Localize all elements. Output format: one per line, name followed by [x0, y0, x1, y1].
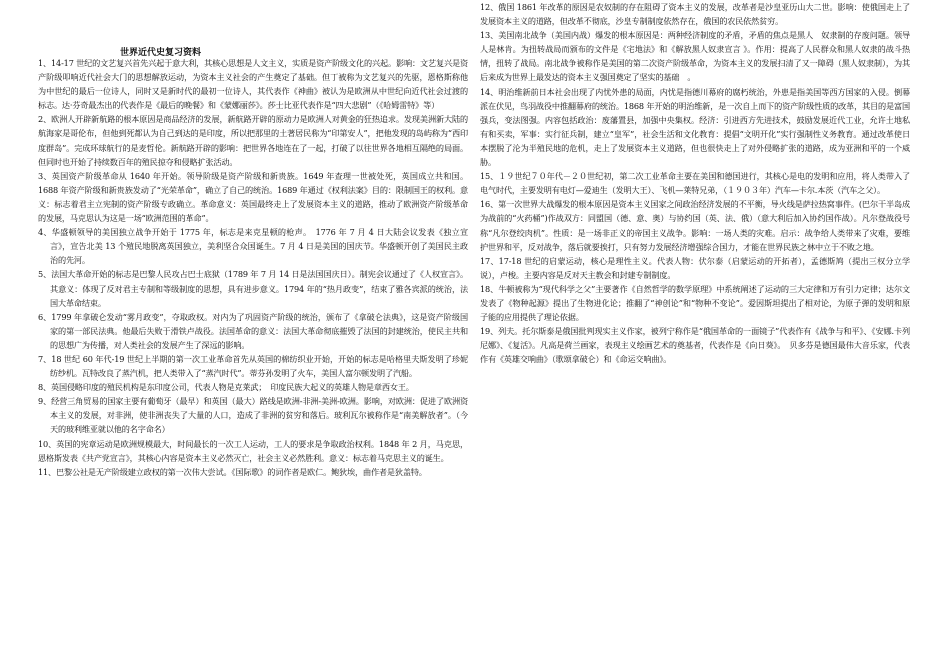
right-column [480, 0, 910, 366]
paragraph-5: 5、法国大革命开始的标志是巴黎人民攻占巴士底狱（1789 年 7 月 14 日是法国国庆日）。制宪会议通过了《人权宣言》。其意义：体现了反对君主专制和等级制度的思想，具有进步意义。1794 年的“热月政变”，结束了雅各宾派的统治，法国大革命结束。 [38, 269, 468, 308]
document-title: 世界近代史复习资料 [120, 48, 202, 58]
paragraph-14: 14、明治维新前日本社会出现了内忧外患的局面，内忧是指德川幕府的腐朽统治，外患是指美国等西方国家的入侵。倒幕派在伏见，鸟羽战役中推翻幕府的统治。1868 年开始的明治维新，是一次自上而下的资产阶级性质的改革，其目的是富国强兵，变法图强。内容包括政治：废藩置县，加强中央集权。经济：引进西方先进技术，鼓励发展近代工业，允许土地私有和买卖，军事：实行征兵制，建立“皇军”，社会生活和文化教育：提倡“文明开化”实行强制性义务教育。通过改革使日本摆脱了沦为半殖民地的危机，走上了发展资本主义道路，但也很快走上了对外侵略扩张的道路，成为亚洲和平的一个威胁。 [480, 86, 910, 168]
paragraph-18: 18、牛顿被称为“现代科学之父”主要著作《自然哲学的数学原理》中系统阐述了运动的三大定律和万有引力定律；达尔文发表了《物种起源》提出了生物进化论；推翻了“神创论”和“物种不变论”。爱因斯坦提出了相对论，为原子弹的发明和原子能的应用提供了理论依据。 [480, 283, 910, 323]
paragraph-4: 4、华盛顿领导的美国独立战争开始于 1775 年，标志是来克星顿的枪声。 1776 年 7 月 4 日大陆会议发表《独立宣言》，宣告北美 13 个殖民地脱离英国独立，美利坚合众国诞生。7 月 4 日是美国的国庆节。华盛顿开创了美国民主政治的先河。 [38, 227, 468, 266]
paragraph-17: 17、17-18 世纪的启蒙运动，核心是理性主义。代表人物：伏尔泰（启蒙运动的开拓者），孟德斯鸠（提出三权分立学说），卢梭。主要内容是反对天主教会和封建专制制度。 [480, 255, 910, 280]
paragraph-3: 3、英国资产阶级革命从 1640 年开始。领导阶级是资产阶级和新贵族。1649 年查理一世被处死，英国成立共和国。1688 年资产阶级和新贵族发动了“光荣革命”，确立了自己的统治。1689 年通过《权利法案》目的：限制国王的权利。意义：标志着君主立宪制的资产阶级专政确立。革命意义：英国最终走上了发展资本主义的道路，推动了欧洲资产阶级革命的发展，马克思认为这是一场“欧洲范围的革命”。 [38, 170, 468, 224]
paragraph-1: 1、14-17 世纪的文艺复兴首先兴起于意大利，其核心思想是人文主义，实质是资产阶级文化的兴起。影响：文艺复兴是资产阶级叩响近代社会大门的思想解放运动，为资本主义社会的产生奠定了基础。但丁被称为文艺复兴的先驱，恩格斯称他为中世纪的最后一位诗人，同时又是新时代的最初一位诗人，其代表作《神曲》被认为是欧洲从中世纪向近代社会过渡的标志。达·芬奇最杰出的代表作是《最后的晚餐》和《蒙娜丽莎》。莎士比亚代表作是“四大悲剧”（《哈姆雷特》等） [38, 58, 468, 111]
paragraph-19: 19、列夫。托尔斯泰是俄国批判现实主义作家，被列宁称作是“俄国革命的一面镜子”代表作有《战争与和平》、《安娜.卡列尼娜》、《复活》。凡高是荷兰画家，表现主义绘画艺术的奠基者，代表作是《向日葵》。 贝多芬是德国最伟大音乐家，代表作有《英雄交响曲》（歌颂拿破仑）和《命运交响曲》。 [480, 326, 910, 365]
paragraph-6: 6、1799 年拿破仑发动“雾月政变”，夺取政权。对内为了巩固资产阶级的统治，颁布了《拿破仑法典》，这是资产阶级国家的第一部民法典。他最后失败于滑铁卢战役。法国革命的意义：法国大革命彻底摧毁了法国的封建统治，使民主共和的思想广为传播，对人类社会的发展产生了深远的影响。 [38, 311, 468, 350]
paragraph-9: 9、经营三角贸易的国家主要有葡萄牙（最早）和英国（最大）路线是欧洲-非洲-美洲-欧洲。影响，对欧洲：促进了欧洲资本主义的发展，对非洲，使非洲丧失了大量的人口，造成了非洲的贫穷和落后。玻利瓦尔被称作是“南美解放者”。（今天的玻利维亚就以他的名字命名） [38, 396, 468, 435]
paragraph-12: 12、俄国 1861 年改革的原因是农奴制的存在阻碍了资本主义的发展，改革者是沙皇亚历山大二世。影响：使俄国走上了发展资本主义的道路，但改革不彻底，沙皇专制制度依然存在，俄国的农民依然贫穷。 [480, 2, 910, 27]
paragraph-11: 11、巴黎公社是无产阶级建立政权的第一次伟大尝试。《国际歌》的词作者是欧仁。鲍狄埃，曲作者是狄盖特。 [38, 466, 427, 477]
paragraph-8: 8、英国侵略印度的殖民机构是东印度公司，代表人物是克莱武； 印度民族大起义的英雄人物是章西女王。 [38, 382, 414, 393]
paragraph-13: 13、美国南北战争（美国内战）爆发的根本原因是：两种经济制度的矛盾，矛盾的焦点是黑人 奴隶制的存废问题。领导人是林肯。为扭转战局而颁布的文件是《宅地法》和《解放黑人奴隶宣言 》。作用：提高了人民群众和黑人奴隶的战斗热情，扭转了战局。南北战争被称作是美国的第二次资产阶级革命，为资本主义的发展扫清了又一障碍（黑人奴隶制），为其后来成为世界上最发达的资本主义强国奠定了坚实的基础 。 [480, 30, 910, 83]
paragraph-16: 16、第一次世界大战爆发的根本原因是资本主义国家之间政治经济发展的不平衡，导火线是萨拉热窝事件。(巴尔干半岛成为战前的“火药桶”)作战双方：同盟国（德、意、奥）与协约国（英、法、俄）（意大利后加入协约国作战）。凡尔登战役号称“凡尔登绞肉机”。性质：是一场非正义的帝国主义战争。影响：一场人类的灾难。启示：战争给人类带来了灾难，要维护世界和平，反对战争，落后就要挨打，只有努力发展经济增强综合国力，才能在世界民族之林中立于不败之地。 [480, 199, 910, 252]
paragraph-10: 10、英国的宪章运动是欧洲规模最大，时间最长的一次工人运动，工人的要求是争取政治权利。1848 年 2 月，马克思，恩格斯发表《共产党宣言》，其核心内容是资本主义必然灭亡，社会主义必然胜利。意义：标志着马克思主义的诞生。 [38, 438, 468, 463]
paragraph-15: 15、１９世纪７０年代－２０世纪初，第二次工业革命主要在美国和德国进行，其核心是电的发明和应用，将人类带入了电气时代，主要发明有电灯—爱迪生（发明大王）、飞机—莱特兄弟，（１９０３年）汽车—卡尔.本茨（汽车之父）。 [480, 171, 910, 196]
left-column [38, 56, 468, 479]
paragraph-7: 7、18 世纪 60 年代-19 世纪上半期的第一次工业革命首先从英国的棉纺织业开始，开始的标志是哈格里夫斯发明了珍妮纺纱机。瓦特改良了蒸汽机，把人类带入了“蒸汽时代”。蒂芬孙发明了火车，美国人富尔顿发明了汽船。 [38, 353, 468, 379]
paragraph-2: 2、欧洲人开辟新航路的根本原因是商品经济的发展，新航路开辟的原动力是欧洲人对黄金的狂热追求。发现美洲新大陆的航海家是哥伦布，但他到死都认为自己到达的是印度，所以把那里的土著居民称为“印第安人”，把他发现的岛屿称为“西印度群岛”。完成环球航行的是麦哲伦。新航路开辟的影响：把世界各地连在了一起，打破了以往世界各地相互隔绝的局面。但同时也开始了持续数百年的殖民掠夺和侵略扩张活动。 [38, 114, 468, 167]
